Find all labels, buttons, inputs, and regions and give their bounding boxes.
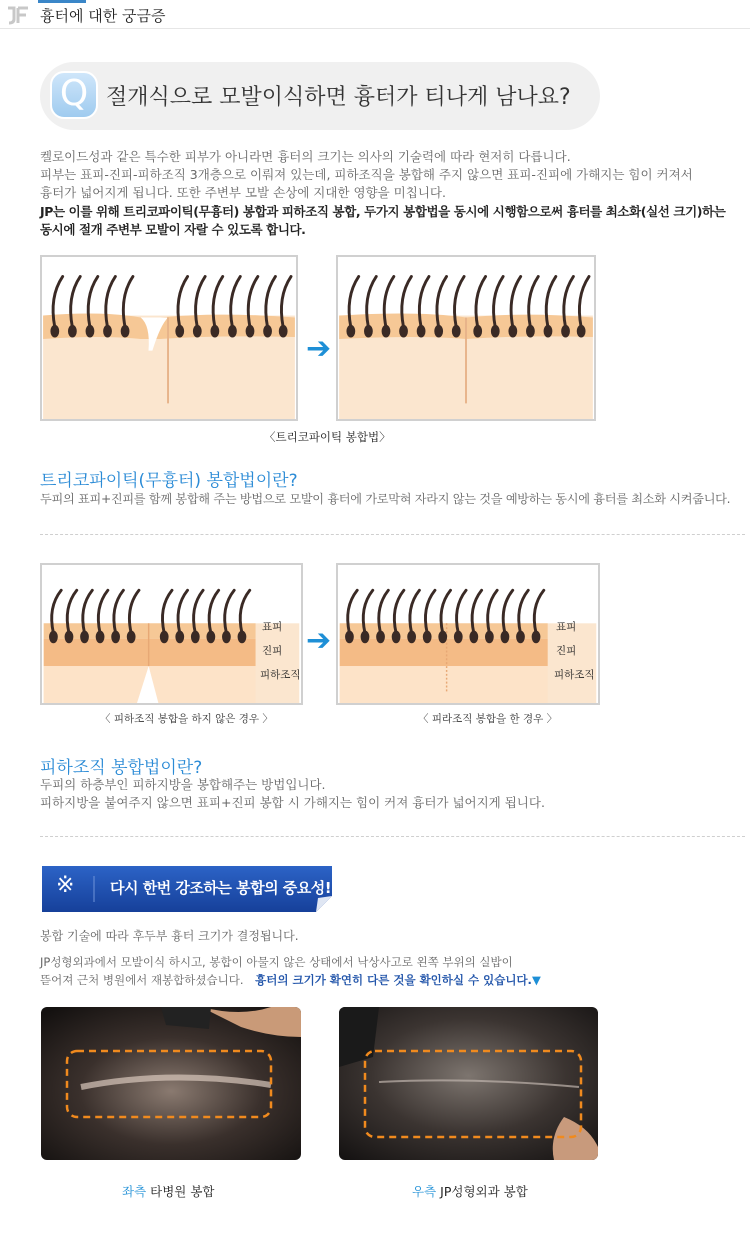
hair-follicle [280, 326, 286, 336]
banner-text: 다시 한번 강조하는 봉합의 중요성! [110, 879, 332, 897]
hair-follicle [401, 326, 407, 336]
down-triangle-icon: ▼ [531, 973, 541, 987]
intro-bold-line-2: 동시에 절개 주변부 모발이 자랄 수 있도록 합니다. [40, 222, 306, 237]
hair-follicle [51, 632, 57, 642]
hair-follicle [82, 632, 88, 642]
hair-follicle [212, 326, 218, 336]
hair-follicle [510, 326, 516, 336]
hair-follicle [348, 326, 354, 336]
closing-highlight: 흉터의 크기가 확연히 다른 것을 확인하실 수 있습니다. [255, 973, 532, 987]
hair-follicle [502, 632, 508, 642]
diagram2-caption-left: 〈 피하조직 봉합을 하지 않은 경우 〉 [100, 713, 273, 725]
question-text: 절개식으로 모발이식하면 흉터가 티나게 남나요? [106, 85, 571, 110]
hair-follicle [527, 326, 533, 336]
layer-label-dermis-2: 진피 [556, 645, 577, 657]
hair-follicle [486, 632, 492, 642]
layer-label-epidermis-2: 표피 [556, 621, 577, 633]
left-hospital-suture-photo [41, 1007, 301, 1160]
page-title: 흉터에 대한 궁금증 [40, 7, 166, 25]
closing-line-2: JP성형외과에서 모발이식 하시고, 봉합이 아물지 않은 상태에서 낙상사고로 왼쪽 부위의 실밥이 [40, 955, 513, 969]
arrow-right-icon: ➔ [306, 623, 332, 658]
hair-follicle [455, 632, 461, 642]
hair-follicle [393, 632, 399, 642]
section2-desc-1: 두피의 하층부인 피하지방을 봉합해주는 방법입니다. [40, 777, 326, 792]
divider [40, 534, 745, 535]
hair-follicle [424, 632, 430, 642]
diagram2-caption-right: 〈 피라조직 봉합을 한 경우 〉 [418, 713, 558, 725]
hair-follicle [347, 632, 353, 642]
hair-follicle [194, 326, 200, 336]
left-photo-label: 타병원 봉합 [150, 1184, 215, 1199]
closing-line-3 [40, 971, 541, 989]
right-photo-caption [412, 1182, 528, 1200]
hair-follicle [113, 632, 119, 642]
hair-follicle [192, 632, 198, 642]
hair-follicle [518, 632, 524, 642]
hair-follicle [475, 326, 481, 336]
layer-label-dermis: 진피 [262, 645, 283, 657]
question-badge-letter: Q [59, 73, 89, 114]
hair-follicle [578, 326, 584, 336]
section2-title: 피하조직 봉합법이란? [40, 758, 203, 778]
layer-label-subcutis: 피하조직 [260, 669, 301, 681]
right-photo-side: 우측 [412, 1184, 437, 1199]
diagram1-caption: 〈트리코파이틱 봉합법〉 [264, 430, 391, 444]
section1-desc: 두피의 표피+진피를 함께 봉합해 주는 방법으로 모발이 흉터에 가로막혀 자라지 않는 것을 예방하는 동시에 흉터를 최소화 시켜줍니다. [40, 492, 731, 506]
hair-follicle [436, 326, 442, 336]
layer-label-epidermis: 표피 [262, 621, 283, 633]
hair-follicle [409, 632, 415, 642]
closing-line-3-text: 뜯어져 근처 병원에서 재봉합하셨습니다. [40, 973, 244, 987]
hair-follicle [230, 326, 236, 336]
hair-follicle [440, 632, 446, 642]
hair-follicle [471, 632, 477, 642]
hair-follicle [492, 326, 498, 336]
header-accent-bar [38, 0, 86, 3]
subcutaneous-with-diagram [336, 563, 600, 705]
intro-line-3: 흉터가 넓어지게 됩니다. 또한 주변부 모발 손상에 지대한 영향을 미칩니다. [40, 185, 446, 200]
reference-mark-icon: ※ [56, 873, 75, 898]
hair-follicle [265, 326, 271, 336]
left-photo-side: 좌측 [122, 1184, 147, 1199]
divider [40, 836, 745, 837]
left-photo-caption [122, 1182, 215, 1200]
hair-follicle [418, 326, 424, 336]
subcutaneous-without-diagram [40, 563, 303, 705]
hair-follicle [545, 326, 551, 336]
hair-follicle [177, 326, 183, 336]
section2-desc-2: 피하지방을 붙여주지 않으면 표피+진피 봉합 시 가해지는 힘이 커져 흉터가 넓어지게 됩니다. [40, 795, 545, 810]
jp-logo-icon [6, 5, 32, 25]
hair-follicle [383, 326, 389, 336]
hair-follicle [378, 632, 384, 642]
hair-follicle [247, 326, 253, 336]
hair-follicle [105, 326, 111, 336]
hair-follicle [128, 632, 134, 642]
hair-follicle [66, 632, 72, 642]
hair-follicle [122, 326, 128, 336]
hair-follicle [533, 632, 539, 642]
closing-line-1: 봉합 기술에 따라 후두부 흉터 크기가 결정됩니다. [40, 929, 299, 943]
intro-bold-line-1: JP는 이를 위해 트리코파이틱(무흉터) 봉합과 피하조직 봉합, 두가지 봉합법을 동시에 시행함으로써 흉터를 최소화(실선 크기)하는 [40, 204, 726, 219]
hair-follicle [208, 632, 214, 642]
hair-follicle [97, 632, 103, 642]
intro-line-2: 피부는 표피-진피-피하조직 3개층으로 이뤄져 있는데, 피하조직을 봉합해 주지 않으면 표피-진피에 가해지는 힘이 커져서 [40, 167, 693, 182]
arrow-right-icon: ➔ [306, 331, 332, 366]
right-photo-label: JP성형외과 봉합 [440, 1184, 528, 1199]
hair-follicle [453, 326, 459, 336]
hair-follicle [362, 632, 368, 642]
hair-follicle [223, 632, 229, 642]
hair-follicle [177, 632, 183, 642]
jp-clinic-suture-photo [339, 1007, 598, 1160]
hair-follicle [239, 632, 245, 642]
section1-title: 트리코파이틱(무흉터) 봉합법이란? [40, 471, 298, 491]
hair-follicle [52, 326, 58, 336]
hair-follicle [563, 326, 569, 336]
trichophytic-after-diagram [336, 255, 596, 421]
hair-follicle [87, 326, 93, 336]
trichophytic-before-diagram [40, 255, 298, 421]
layer-label-subcutis-2: 피하조직 [554, 669, 595, 681]
hair-follicle [365, 326, 371, 336]
hair-follicle [161, 632, 167, 642]
intro-line-1: 켈로이드성과 같은 특수한 피부가 아니라면 흉터의 크기는 의사의 기술력에 따라 현저히 다릅니다. [40, 149, 571, 164]
hair-follicle [69, 326, 75, 336]
